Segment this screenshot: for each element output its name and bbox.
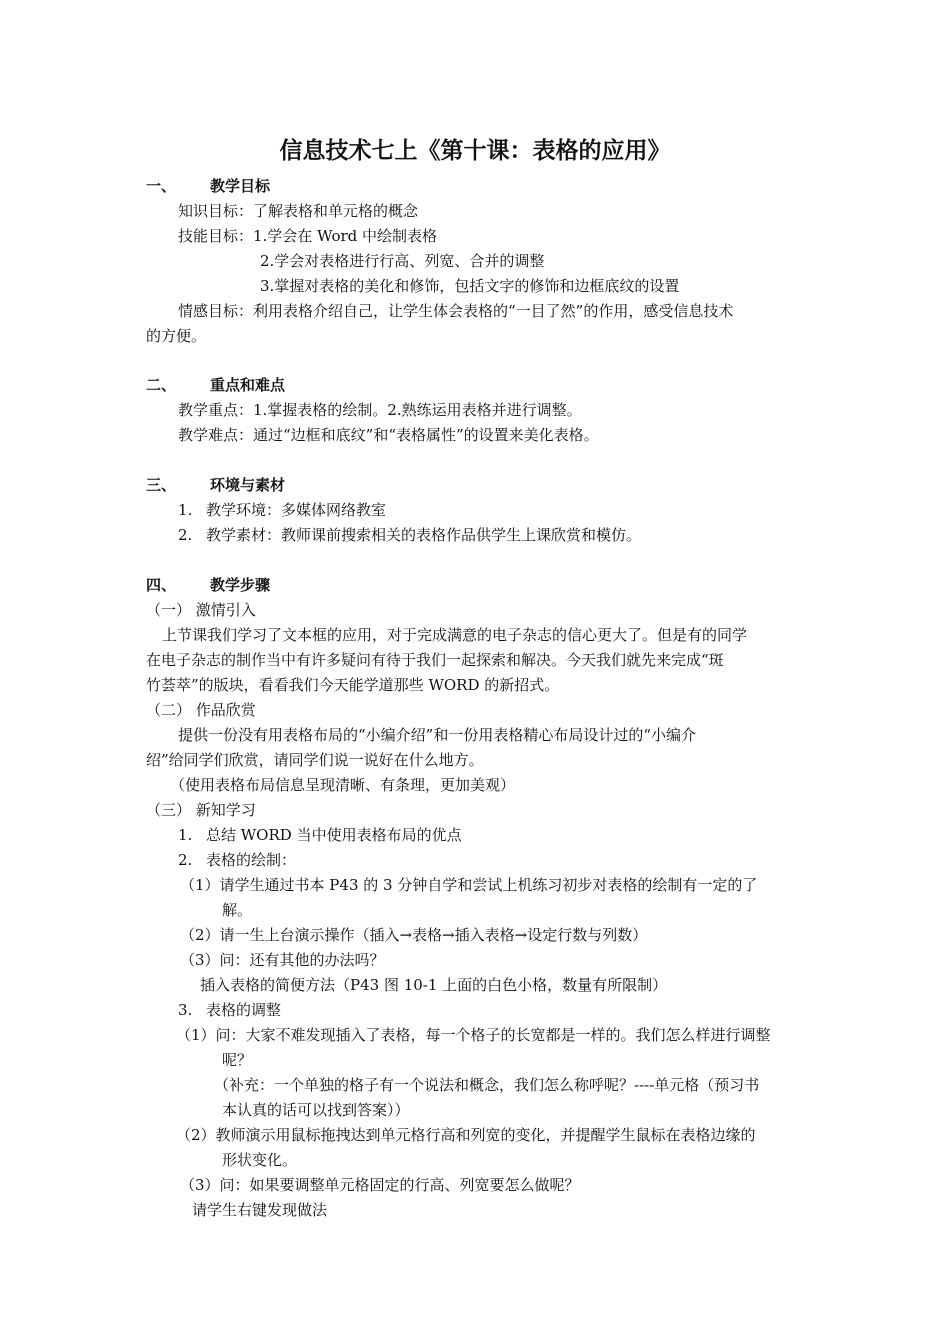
adjust-step-2-line-1: （2）教师演示用鼠标拖拽达到单元格行高和列宽的变化，并提醒学生鼠标在表格边缘的 <box>176 1126 756 1144</box>
section-4-number: 四、 <box>146 576 177 594</box>
adjust-step-3: （3）问：如果要调整单元格固定的行高、列宽要怎么做呢？ <box>180 1176 580 1194</box>
list-number: 3. <box>178 1001 193 1019</box>
knowledge-goal: 知识目标：了解表格和单元格的概念 <box>178 202 419 220</box>
emotion-goal-line-1: 情感目标：利用表格介绍自己，让学生体会表格的“一目了然”的作用，感受信息技术 <box>178 302 734 320</box>
list-number: 2. <box>178 851 193 869</box>
emotion-goal-line-2: 的方便。 <box>146 327 207 345</box>
section-2-heading <box>146 375 285 395</box>
draw-step-3: （3）问：还有其他的办法吗？ <box>180 951 385 969</box>
step-1-line-2: 在电子杂志的制作当中有许多疑问有待于我们一起探索和解决。今天我们就先来完成“斑 <box>146 651 724 669</box>
step-1-line-3: 竹荟萃”的版块，看看我们今天能学道那些 WORD 的新招式。 <box>146 676 560 694</box>
list-item-text: 教学环境：多媒体网络教室 <box>206 501 387 519</box>
page-title: 信息技术七上《第十课：表格的应用》 <box>279 137 671 164</box>
list-item-text: 教学素材：教师课前搜索相关的表格作品供学生上课欣赏和模仿。 <box>206 526 642 544</box>
adjust-supplement-line-2: 本认真的话可以找到答案）） <box>222 1101 410 1119</box>
step-2-line-1: 提供一份没有用表格布局的“小编介绍”和一份用表格精心布局设计过的“小编介 <box>178 726 697 744</box>
step-1-line-1: 上节课我们学习了文本框的应用，对于完成满意的电子杂志的信心更大了。但是有的同学 <box>162 626 748 644</box>
list-number: 2. <box>178 526 193 544</box>
list-number: 1. <box>178 826 193 844</box>
list-item-text: 总结 WORD 当中使用表格布局的优点 <box>206 826 462 844</box>
section-1-title: 教学目标 <box>210 177 271 195</box>
list-item <box>178 850 296 870</box>
list-item <box>178 1000 281 1020</box>
draw-step-3-answer: 插入表格的简便方法（P43 图 10-1 上面的白色小格，数量有所限制） <box>200 976 668 994</box>
step-3-label: （三） 新知学习 <box>146 801 256 819</box>
step-1-label: （一） 激情引入 <box>146 601 256 619</box>
difficult-point: 教学难点：通过“边框和底纹”和“表格属性”的设置来美化表格。 <box>178 426 599 444</box>
section-1-heading <box>146 176 270 196</box>
step-2-line-2: 绍”给同学们欣赏，请同学们说一说好在什么地方。 <box>146 751 484 769</box>
section-3-title: 环境与素材 <box>210 476 286 494</box>
step-2-line-3: （使用表格布局信息呈现清晰、有条理，更加美观） <box>170 776 516 794</box>
list-item <box>178 825 462 845</box>
section-4-heading <box>146 575 270 595</box>
adjust-step-1-line-2: 呢？ <box>222 1051 253 1069</box>
adjust-supplement-line-1: （补充：一个单独的格子有一个说法和概念，我们怎么称呼呢？----单元格（预习书 <box>214 1076 760 1094</box>
adjust-step-1-line-1: （1）问：大家不难发现插入了表格，每一个格子的长宽都是一样的。我们怎么样进行调整 <box>176 1026 771 1044</box>
list-item-text: 表格的调整 <box>206 1001 282 1019</box>
section-3-number: 三、 <box>146 476 177 494</box>
skill-goal-3: 3.掌握对表格的美化和修饰，包括文字的修饰和边框底纹的设置 <box>260 277 680 295</box>
skill-goal-2: 2.学会对表格进行行高、列宽、合并的调整 <box>260 252 545 270</box>
list-item <box>178 525 641 545</box>
draw-step-2: （2）请一生上台演示操作（插入→表格→插入表格→设定行数与列数） <box>180 926 648 944</box>
draw-step-1-line-1: （1）请学生通过书本 P43 的 3 分钟自学和尝试上机练习初步对表格的绘制有一定的了 <box>180 876 758 894</box>
adjust-step-3-answer: 请学生右键发现做法 <box>192 1201 328 1219</box>
step-2-label: （二） 作品欣赏 <box>146 701 256 719</box>
section-2-number: 二、 <box>146 376 177 394</box>
section-3-heading <box>146 475 285 495</box>
section-2-title: 重点和难点 <box>210 376 286 394</box>
section-1-number: 一、 <box>146 177 177 195</box>
list-number: 1. <box>178 501 193 519</box>
draw-step-1-line-2: 解。 <box>222 901 253 919</box>
key-point: 教学重点：1.掌握表格的绘制。2.熟练运用表格并进行调整。 <box>178 401 582 419</box>
list-item <box>178 500 386 520</box>
adjust-step-2-line-2: 形状变化。 <box>222 1151 298 1169</box>
skill-goal-1: 技能目标：1.学会在 Word 中绘制表格 <box>178 227 438 245</box>
section-4-title: 教学步骤 <box>210 576 271 594</box>
list-item-text: 表格的绘制： <box>206 851 297 869</box>
